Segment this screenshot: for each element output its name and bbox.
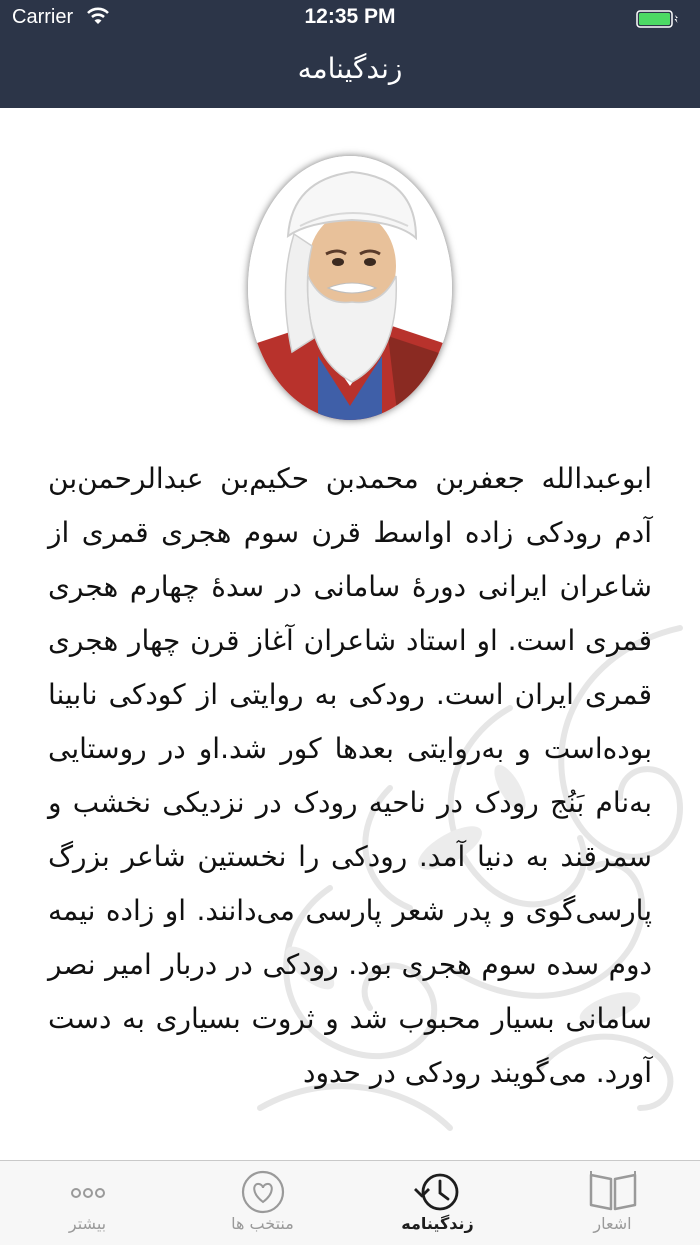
clock-history-icon xyxy=(412,1169,464,1215)
tab-poems[interactable] xyxy=(525,1161,700,1245)
book-icon xyxy=(587,1169,639,1215)
poet-portrait xyxy=(248,156,452,420)
biography-content[interactable] xyxy=(0,108,700,1160)
tab-label: اشعار xyxy=(593,1214,632,1233)
carrier-label: Carrier xyxy=(12,6,74,28)
more-dots-icon xyxy=(62,1169,114,1215)
top-header xyxy=(0,0,700,108)
tab-label: بیشتر xyxy=(68,1214,107,1233)
status-bar xyxy=(0,0,700,36)
portrait-illustration xyxy=(248,156,452,420)
biography-text: ابوعبدالله جعفربن محمدبن حکیم‌بن عبدالرحمن‌بن آدم رودکی زاده اواسط قرن سوم هجری قمری از شاعران ایرانی دورهٔ سامانی در سدهٔ چهارم هجری قمری است. او استاد شاعران آغاز قرن چهار هجری قمری ایران است. رودکی به روایتی از کودکی نابینا بوده‌است و به‌روایتی بعدها کور شد.او در روستایی به‌نام بَنُج رودک در ناحیه رودک در نزدیکی نخشب و سمرقند به دنیا آمد. رودکی را نخستین شاعر بزرگ پارسی‌گوی و پدر شعر پارسی می‌دانند. او زاده نیمه دوم سده سوم هجری بود. رودکی در دربار امیر نصر سامانی بسیار محبوب شد و ثروت بسیاری به دست آورد. می‌گویند رودکی در حدود xyxy=(48,462,652,1089)
page-title: زندگینامه xyxy=(297,52,403,85)
tab-more[interactable] xyxy=(0,1161,175,1245)
tab-favorites[interactable] xyxy=(175,1161,350,1245)
tab-bar xyxy=(0,1160,700,1245)
tab-label: زندگینامه xyxy=(401,1214,474,1233)
heart-icon xyxy=(237,1169,289,1215)
battery-icon xyxy=(636,10,678,28)
tab-label: منتخب ها xyxy=(231,1214,294,1233)
tab-biography[interactable] xyxy=(350,1161,525,1245)
status-time: 12:35 PM xyxy=(304,5,396,28)
